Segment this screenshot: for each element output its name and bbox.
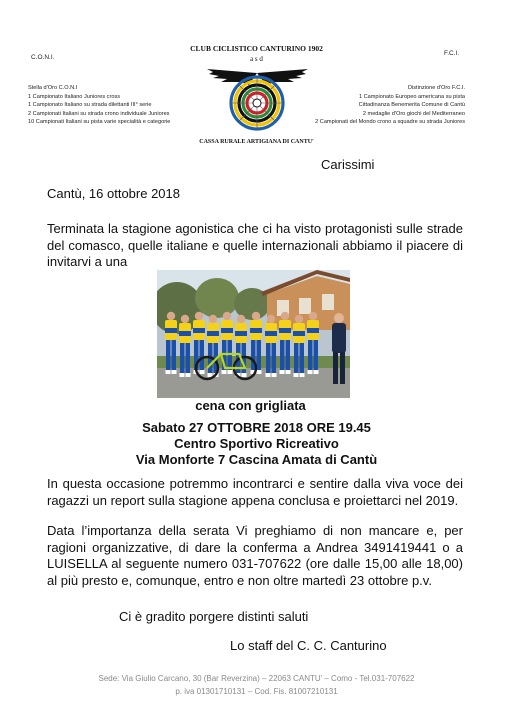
club-asd: a s d bbox=[250, 55, 263, 63]
left-honor-item: 1 Campionato Italiano su strada dilettanti III° serie bbox=[28, 102, 152, 109]
closing-line: Ci è gradito porgere distinti saluti bbox=[119, 609, 309, 624]
right-honor-item: 1 Campionato Europeo americana su pista bbox=[358, 93, 465, 100]
left-honor-item: Stella d'Oro C.O.N.I bbox=[28, 85, 78, 91]
left-honors-list bbox=[28, 84, 170, 127]
right-honor-item: Cittadinanza Benemerita Comune di Cantù bbox=[358, 102, 465, 109]
date-line: Cantù, 16 ottobre 2018 bbox=[47, 186, 180, 201]
right-honor-item: 2 Campionati del Mondo crono a squadre su strada Juniores bbox=[315, 119, 465, 126]
team-photo bbox=[157, 270, 350, 398]
right-honor-item: 2 medaglie d'Oro giochi del Mediterraneo bbox=[362, 110, 465, 117]
signature: Lo staff del C. C. Canturino bbox=[230, 638, 387, 653]
left-honor-item: 2 Campionati Italiani su strada crono individuale Juniores bbox=[28, 110, 170, 117]
confirm-paragraph: Data l’importanza della serata Vi preghiamo di non mancare e, per ragioni organizzative, di dare la conferma a Andrea 3491419441 o a LUISELLA al seguente numero 031-707622 (ore dalle 15,00 alle 18,00) al più presto e, comunque, entro e non oltre martedì 23 ottobre p.v. bbox=[47, 523, 463, 588]
intro-paragraph: Terminata la stagione agonistica che ci ha visto protagonisti sulle strade del comasco, quelle italiane e quelle internazionali abbiamo il piacere di invitarvi a una bbox=[47, 221, 463, 269]
greeting: Carissimi bbox=[321, 157, 375, 172]
club-name: CLUB CICLISTICO CANTURINO 1902 bbox=[190, 44, 323, 53]
event-address: Via Monforte 7 Cascina Amata di Cantù bbox=[135, 452, 378, 467]
right-honor-item: Distinzione d'Oro F.C.I. bbox=[407, 85, 465, 91]
left-honor-item: 1 Campionato Italiano Juniores cross bbox=[28, 93, 121, 100]
event-title: cena con grigliata bbox=[195, 398, 306, 413]
report-paragraph: In questa occasione potremmo incontrarci e sentire dalla viva voce dei ragazzi un report sulla stagione appena conclusa e proiettarci nel 2019. bbox=[47, 476, 463, 508]
left-honor-item: 10 Campionati Italiani su pista varie specialità e categorie bbox=[28, 119, 171, 126]
footer-address: Sede: Via Giulio Carcano, 30 (Bar Reverzina) – 22063 CANTU’ – Como - Tel.031-707622 bbox=[98, 674, 415, 683]
event-venue: Centro Sportivo Ricreativo bbox=[174, 436, 339, 451]
footer-tax-ids: p. iva 01301710131 – Cod. Fis. 81007210131 bbox=[175, 687, 338, 696]
right-honors-list bbox=[295, 84, 465, 127]
coni-label: C.O.N.I. bbox=[31, 54, 55, 61]
sponsor-name: CASSA RURALE ARTIGIANA DI CANTU' bbox=[199, 139, 314, 145]
fci-label: F.C.I. bbox=[444, 50, 460, 57]
event-datetime: Sabato 27 OTTOBRE 2018 ORE 19.45 bbox=[142, 420, 371, 435]
